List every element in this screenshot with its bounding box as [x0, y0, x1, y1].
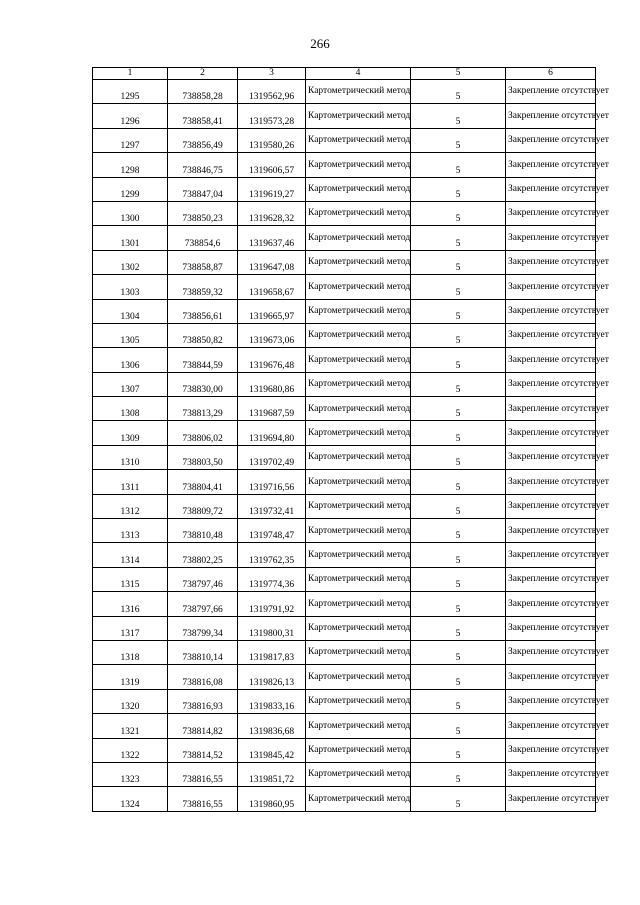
x-coordinate-cell: 738858,41	[168, 104, 238, 128]
y-coordinate-cell: 1319845,42	[238, 738, 306, 762]
accuracy-cell: 5	[411, 616, 506, 640]
y-coordinate-cell: 1319851,72	[238, 762, 306, 786]
method-cell: Картометрический метод	[306, 226, 411, 250]
point-number-cell: 1311	[93, 470, 168, 494]
fixing-cell: Закрепление отсутствует	[506, 372, 596, 396]
fixing-cell: Закрепление отсутствует	[506, 323, 596, 347]
x-coordinate-cell: 738797,46	[168, 567, 238, 591]
x-coordinate-cell: 738847,04	[168, 177, 238, 201]
method-cell: Картометрический метод	[306, 665, 411, 689]
x-coordinate-cell: 738804,41	[168, 470, 238, 494]
table-row	[93, 348, 596, 372]
x-coordinate-cell: 738850,82	[168, 323, 238, 347]
fixing-cell: Закрепление отсутствует	[506, 445, 596, 469]
accuracy-cell: 5	[411, 104, 506, 128]
y-coordinate-cell: 1319694,80	[238, 421, 306, 445]
fixing-cell: Закрепление отсутствует	[506, 397, 596, 421]
fixing-cell: Закрепление отсутствует	[506, 250, 596, 274]
accuracy-cell: 5	[411, 348, 506, 372]
header-cell-6: 6	[506, 68, 596, 80]
table-row	[93, 80, 596, 104]
table-row	[93, 226, 596, 250]
accuracy-cell: 5	[411, 445, 506, 469]
y-coordinate-cell: 1319665,97	[238, 299, 306, 323]
y-coordinate-cell: 1319732,41	[238, 494, 306, 518]
accuracy-cell: 5	[411, 421, 506, 445]
accuracy-cell: 5	[411, 714, 506, 738]
y-coordinate-cell: 1319637,46	[238, 226, 306, 250]
point-number-cell: 1319	[93, 665, 168, 689]
table-row	[93, 323, 596, 347]
table-header	[93, 68, 596, 80]
accuracy-cell: 5	[411, 787, 506, 811]
accuracy-cell: 5	[411, 665, 506, 689]
method-cell: Картометрический метод	[306, 104, 411, 128]
fixing-cell: Закрепление отсутствует	[506, 738, 596, 762]
x-coordinate-cell: 738856,61	[168, 299, 238, 323]
point-number-cell: 1302	[93, 250, 168, 274]
table-row	[93, 445, 596, 469]
accuracy-cell: 5	[411, 177, 506, 201]
method-cell: Картометрический метод	[306, 348, 411, 372]
fixing-cell: Закрепление отсутствует	[506, 689, 596, 713]
table-row	[93, 640, 596, 664]
fixing-cell: Закрепление отсутствует	[506, 299, 596, 323]
method-cell: Картометрический метод	[306, 494, 411, 518]
header-cell-4: 4	[306, 68, 411, 80]
fixing-cell: Закрепление отсутствует	[506, 543, 596, 567]
accuracy-cell: 5	[411, 323, 506, 347]
fixing-cell: Закрепление отсутствует	[506, 640, 596, 664]
coordinates-table	[92, 67, 609, 812]
x-coordinate-cell: 738846,75	[168, 153, 238, 177]
method-cell: Картометрический метод	[306, 519, 411, 543]
table-row	[93, 470, 596, 494]
table-row	[93, 689, 596, 713]
method-cell: Картометрический метод	[306, 372, 411, 396]
method-cell: Картометрический метод	[306, 397, 411, 421]
accuracy-cell: 5	[411, 762, 506, 786]
point-number-cell: 1324	[93, 787, 168, 811]
accuracy-cell: 5	[411, 372, 506, 396]
point-number-cell: 1315	[93, 567, 168, 591]
y-coordinate-cell: 1319817,83	[238, 640, 306, 664]
fixing-cell: Закрепление отсутствует	[506, 567, 596, 591]
x-coordinate-cell: 738844,59	[168, 348, 238, 372]
x-coordinate-cell: 738802,25	[168, 543, 238, 567]
y-coordinate-cell: 1319716,56	[238, 470, 306, 494]
x-coordinate-cell: 738810,14	[168, 640, 238, 664]
x-coordinate-cell: 738816,93	[168, 689, 238, 713]
x-coordinate-cell: 738814,82	[168, 714, 238, 738]
point-number-cell: 1309	[93, 421, 168, 445]
x-coordinate-cell: 738854,6	[168, 226, 238, 250]
y-coordinate-cell: 1319658,67	[238, 275, 306, 299]
x-coordinate-cell: 738799,34	[168, 616, 238, 640]
point-number-cell: 1320	[93, 689, 168, 713]
x-coordinate-cell: 738858,87	[168, 250, 238, 274]
header-cell-2: 2	[168, 68, 238, 80]
point-number-cell: 1308	[93, 397, 168, 421]
point-number-cell: 1312	[93, 494, 168, 518]
fixing-cell: Закрепление отсутствует	[506, 226, 596, 250]
y-coordinate-cell: 1319680,86	[238, 372, 306, 396]
table-row	[93, 714, 596, 738]
y-coordinate-cell: 1319647,08	[238, 250, 306, 274]
method-cell: Картометрический метод	[306, 177, 411, 201]
method-cell: Картометрический метод	[306, 714, 411, 738]
table-row	[93, 592, 596, 616]
accuracy-cell: 5	[411, 567, 506, 591]
accuracy-cell: 5	[411, 470, 506, 494]
x-coordinate-cell: 738806,02	[168, 421, 238, 445]
y-coordinate-cell: 1319762,35	[238, 543, 306, 567]
point-number-cell: 1304	[93, 299, 168, 323]
table-row	[93, 104, 596, 128]
point-number-cell: 1318	[93, 640, 168, 664]
header-cell-5: 5	[411, 68, 506, 80]
accuracy-cell: 5	[411, 592, 506, 616]
fixing-cell: Закрепление отсутствует	[506, 421, 596, 445]
y-coordinate-cell: 1319860,95	[238, 787, 306, 811]
method-cell: Картометрический метод	[306, 689, 411, 713]
accuracy-cell: 5	[411, 275, 506, 299]
method-cell: Картометрический метод	[306, 640, 411, 664]
table-row	[93, 543, 596, 567]
table-body	[93, 80, 609, 812]
point-number-cell: 1307	[93, 372, 168, 396]
x-coordinate-cell: 738858,28	[168, 80, 238, 104]
point-number-cell: 1297	[93, 128, 168, 152]
x-coordinate-cell: 738850,23	[168, 201, 238, 225]
fixing-cell: Закрепление отсутствует	[506, 153, 596, 177]
x-coordinate-cell: 738816,55	[168, 787, 238, 811]
table-row	[93, 299, 596, 323]
accuracy-cell: 5	[411, 738, 506, 762]
table-row	[93, 275, 596, 299]
point-number-cell: 1295	[93, 80, 168, 104]
y-coordinate-cell: 1319702,49	[238, 445, 306, 469]
table-row	[93, 567, 596, 591]
accuracy-cell: 5	[411, 689, 506, 713]
y-coordinate-cell: 1319791,92	[238, 592, 306, 616]
accuracy-cell: 5	[411, 250, 506, 274]
fixing-cell: Закрепление отсутствует	[506, 616, 596, 640]
fixing-cell: Закрепление отсутствует	[506, 201, 596, 225]
point-number-cell: 1322	[93, 738, 168, 762]
accuracy-cell: 5	[411, 153, 506, 177]
table-row	[93, 397, 596, 421]
method-cell: Картометрический метод	[306, 592, 411, 616]
method-cell: Картометрический метод	[306, 421, 411, 445]
table-row	[93, 616, 596, 640]
method-cell: Картометрический метод	[306, 445, 411, 469]
header-cell-3: 3	[238, 68, 306, 80]
accuracy-cell: 5	[411, 226, 506, 250]
y-coordinate-cell: 1319628,32	[238, 201, 306, 225]
accuracy-cell: 5	[411, 640, 506, 664]
fixing-cell: Закрепление отсутствует	[506, 787, 596, 811]
y-coordinate-cell: 1319606,57	[238, 153, 306, 177]
accuracy-cell: 5	[411, 80, 506, 104]
y-coordinate-cell: 1319748,47	[238, 519, 306, 543]
x-coordinate-cell: 738856,49	[168, 128, 238, 152]
point-number-cell: 1299	[93, 177, 168, 201]
point-number-cell: 1310	[93, 445, 168, 469]
accuracy-cell: 5	[411, 519, 506, 543]
y-coordinate-cell: 1319673,06	[238, 323, 306, 347]
method-cell: Картометрический метод	[306, 80, 411, 104]
x-coordinate-cell: 738813,29	[168, 397, 238, 421]
x-coordinate-cell: 738816,08	[168, 665, 238, 689]
x-coordinate-cell: 738809,72	[168, 494, 238, 518]
header-cell-1: 1	[93, 68, 168, 80]
x-coordinate-cell: 738859,32	[168, 275, 238, 299]
fixing-cell: Закрепление отсутствует	[506, 275, 596, 299]
method-cell: Картометрический метод	[306, 201, 411, 225]
x-coordinate-cell: 738803,50	[168, 445, 238, 469]
point-number-cell: 1317	[93, 616, 168, 640]
table-row	[93, 153, 596, 177]
accuracy-cell: 5	[411, 201, 506, 225]
accuracy-cell: 5	[411, 299, 506, 323]
fixing-cell: Закрепление отсутствует	[506, 592, 596, 616]
y-coordinate-cell: 1319826,13	[238, 665, 306, 689]
method-cell: Картометрический метод	[306, 567, 411, 591]
fixing-cell: Закрепление отсутствует	[506, 665, 596, 689]
method-cell: Картометрический метод	[306, 787, 411, 811]
point-number-cell: 1296	[93, 104, 168, 128]
point-number-cell: 1301	[93, 226, 168, 250]
table-row	[93, 494, 596, 518]
accuracy-cell: 5	[411, 543, 506, 567]
fixing-cell: Закрепление отсутствует	[506, 348, 596, 372]
point-number-cell: 1303	[93, 275, 168, 299]
y-coordinate-cell: 1319687,59	[238, 397, 306, 421]
y-coordinate-cell: 1319774,36	[238, 567, 306, 591]
fixing-cell: Закрепление отсутствует	[506, 104, 596, 128]
table-row	[93, 665, 596, 689]
y-coordinate-cell: 1319833,16	[238, 689, 306, 713]
point-number-cell: 1298	[93, 153, 168, 177]
method-cell: Картометрический метод	[306, 128, 411, 152]
x-coordinate-cell: 738830,00	[168, 372, 238, 396]
point-number-cell: 1323	[93, 762, 168, 786]
point-number-cell: 1314	[93, 543, 168, 567]
y-coordinate-cell: 1319573,28	[238, 104, 306, 128]
y-coordinate-cell: 1319836,68	[238, 714, 306, 738]
table-row	[93, 421, 596, 445]
table-row	[93, 787, 596, 811]
fixing-cell: Закрепление отсутствует	[506, 762, 596, 786]
y-coordinate-cell: 1319580,26	[238, 128, 306, 152]
point-number-cell: 1321	[93, 714, 168, 738]
fixing-cell: Закрепление отсутствует	[506, 494, 596, 518]
y-coordinate-cell: 1319619,27	[238, 177, 306, 201]
point-number-cell: 1306	[93, 348, 168, 372]
point-number-cell: 1313	[93, 519, 168, 543]
fixing-cell: Закрепление отсутствует	[506, 470, 596, 494]
table-row	[93, 372, 596, 396]
x-coordinate-cell: 738814,52	[168, 738, 238, 762]
method-cell: Картометрический метод	[306, 543, 411, 567]
method-cell: Картометрический метод	[306, 470, 411, 494]
table-row	[93, 201, 596, 225]
page-number: 266	[310, 36, 330, 51]
x-coordinate-cell: 738810,48	[168, 519, 238, 543]
header-row	[93, 68, 596, 80]
fixing-cell: Закрепление отсутствует	[506, 177, 596, 201]
y-coordinate-cell: 1319562,96	[238, 80, 306, 104]
table-row	[93, 519, 596, 543]
table-row	[93, 762, 596, 786]
method-cell: Картометрический метод	[306, 323, 411, 347]
method-cell: Картометрический метод	[306, 250, 411, 274]
method-cell: Картометрический метод	[306, 762, 411, 786]
x-coordinate-cell: 738797,66	[168, 592, 238, 616]
method-cell: Картометрический метод	[306, 275, 411, 299]
table-row	[93, 177, 596, 201]
fixing-cell: Закрепление отсутствует	[506, 519, 596, 543]
method-cell: Картометрический метод	[306, 738, 411, 762]
accuracy-cell: 5	[411, 397, 506, 421]
fixing-cell: Закрепление отсутствует	[506, 128, 596, 152]
point-number-cell: 1316	[93, 592, 168, 616]
y-coordinate-cell: 1319676,48	[238, 348, 306, 372]
fixing-cell: Закрепление отсутствует	[506, 714, 596, 738]
x-coordinate-cell: 738816,55	[168, 762, 238, 786]
table-row	[93, 250, 596, 274]
point-number-cell: 1300	[93, 201, 168, 225]
accuracy-cell: 5	[411, 494, 506, 518]
table-row	[93, 128, 596, 152]
y-coordinate-cell: 1319800,31	[238, 616, 306, 640]
table-row	[93, 738, 596, 762]
fixing-cell: Закрепление отсутствует	[506, 80, 596, 104]
method-cell: Картометрический метод	[306, 616, 411, 640]
accuracy-cell: 5	[411, 128, 506, 152]
method-cell: Картометрический метод	[306, 299, 411, 323]
method-cell: Картометрический метод	[306, 153, 411, 177]
point-number-cell: 1305	[93, 323, 168, 347]
